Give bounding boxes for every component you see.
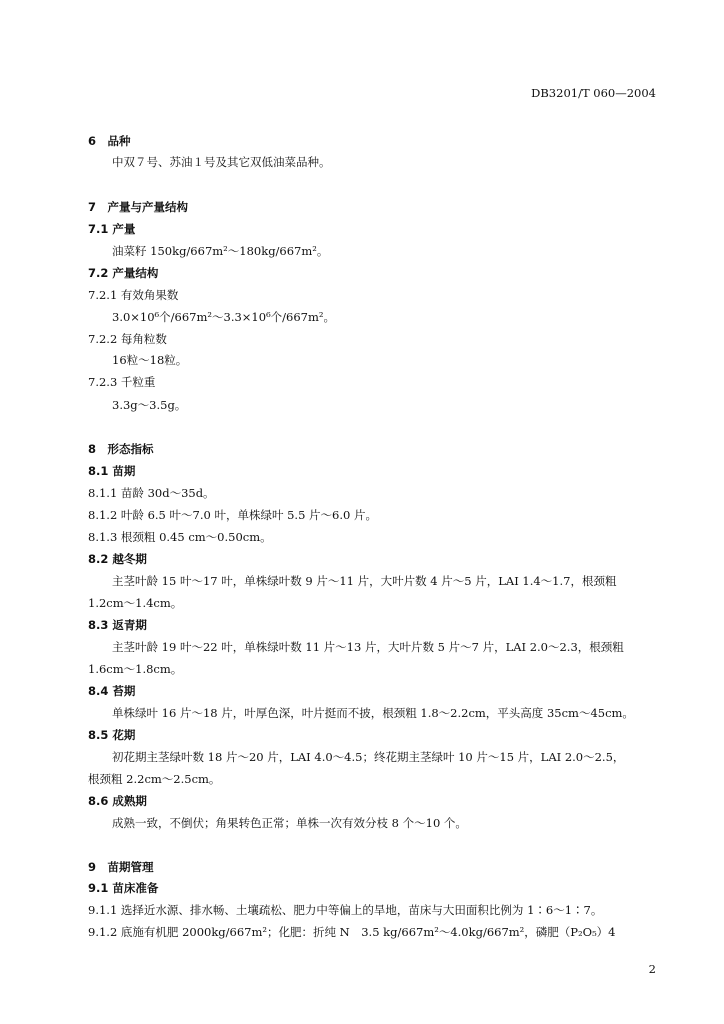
section-heading: 7 产量与产量结构	[88, 200, 189, 214]
page-number: 2	[648, 962, 656, 976]
paragraph-continuation: 根颈粗 2.2cm～2.5cm。	[88, 772, 221, 786]
clause-line: 8.1.3 根颈粗 0.45 cm～0.50cm。	[88, 530, 272, 544]
section-heading: 9 苗期管理	[88, 860, 154, 874]
paragraph: 成熟一致，不倒伏；角果转色正常；单株一次有效分枝 8 个～10 个。	[112, 816, 467, 830]
paragraph: 单株绿叶 16 片～18 片，叶厚色深，叶片挺而不披，根颈粗 1.8～2.2cm，平头高度 35cm～45cm。	[112, 706, 634, 720]
paragraph: 主茎叶龄 15 叶～17 叶，单株绿叶数 9 片～11 片，大叶片数 4 片～5 片，LAI 1.4～1.7，根颈粗	[112, 574, 617, 588]
section-heading: 8 形态指标	[88, 442, 154, 456]
subsection-heading: 9.1 苗床准备	[88, 881, 159, 895]
clause-heading: 7.2.3 千粒重	[88, 375, 156, 389]
paragraph: 主茎叶龄 19 叶～22 叶，单株绿叶数 11 片～13 片，大叶片数 5 片～7 片，LAI 2.0～2.3，根颈粗	[112, 640, 624, 654]
subsection-heading: 8.5 花期	[88, 728, 136, 742]
paragraph: 16粒～18粒。	[112, 353, 188, 367]
section-heading: 6 品种	[88, 134, 131, 148]
subsection-heading: 7.2 产量结构	[88, 266, 159, 280]
paragraph: 3.0×10⁶个/667m²～3.3×10⁶个/667m²。	[112, 310, 336, 324]
paragraph-continuation: 1.6cm～1.8cm。	[88, 662, 183, 676]
paragraph: 初花期主茎绿叶数 18 片～20 片，LAI 4.0～4.5；终花期主茎绿叶 10 片～15 片，LAI 2.0～2.5，	[112, 750, 625, 764]
paragraph: 中双７号、苏油１号及其它双低油菜品种。	[112, 155, 331, 169]
document-id: DB3201/T 060—2004	[531, 86, 656, 100]
clause-line: 8.1.1 苗龄 30d～35d。	[88, 486, 215, 500]
subsection-heading: 7.1 产量	[88, 222, 136, 236]
subsection-heading: 8.3 返青期	[88, 618, 147, 632]
subsection-heading: 8.6 成熟期	[88, 794, 147, 808]
subsection-heading: 8.1 苗期	[88, 464, 136, 478]
clause-heading: 7.2.1 有效角果数	[88, 288, 179, 302]
subsection-heading: 8.4 苔期	[88, 684, 136, 698]
clause-line: 9.1.2 底施有机肥 2000kg/667m²；化肥：折纯 N 3.5 kg/667m²～4.0kg/667m²，磷肥（P₂O₅）4	[88, 925, 616, 939]
clause-line: 8.1.2 叶龄 6.5 叶～7.0 叶，单株绿叶 5.5 片～6.0 片。	[88, 508, 378, 522]
subsection-heading: 8.2 越冬期	[88, 552, 147, 566]
clause-heading: 7.2.2 每角粒数	[88, 332, 167, 346]
paragraph: 3.3g～3.5g。	[112, 398, 187, 412]
paragraph: 油菜籽 150kg/667m²～180kg/667m²。	[112, 244, 329, 258]
paragraph-continuation: 1.2cm～1.4cm。	[88, 596, 183, 610]
clause-line: 9.1.1 选择近水源、排水畅、土壤疏松、肥力中等偏上的旱地，苗床与大田面积比例为 1∶6～1∶7。	[88, 903, 603, 917]
